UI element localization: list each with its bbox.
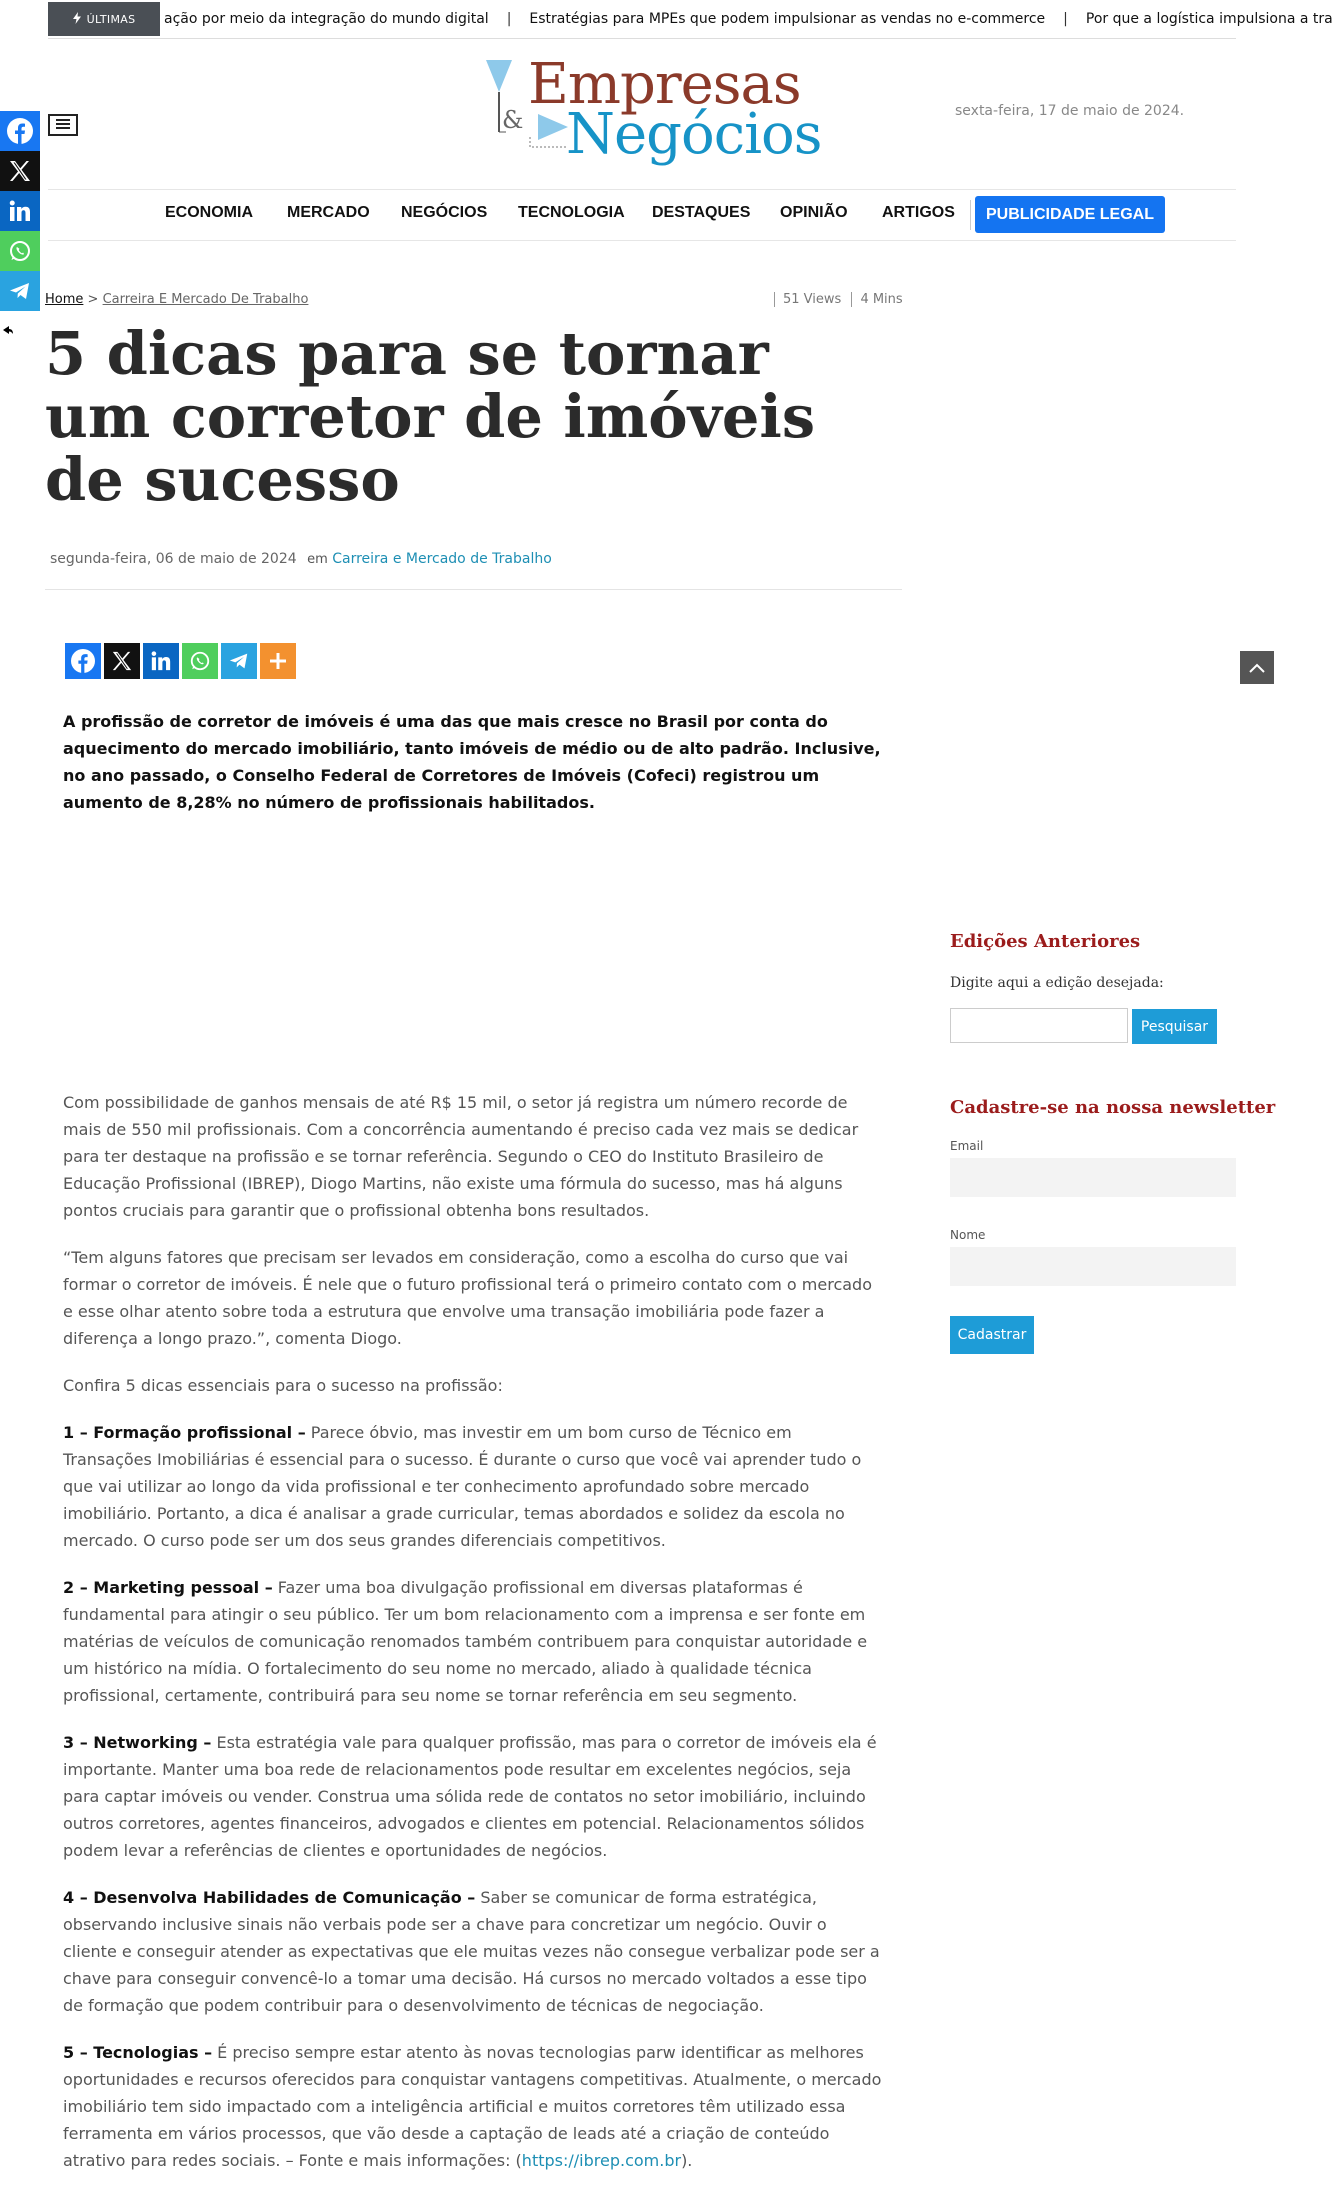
menu-toggle-button[interactable]: [48, 114, 78, 136]
logo-text-top: Empresas: [528, 52, 801, 117]
tip-text: É preciso sempre estar atento às novas tecnologias parw identificar as melhores oportunidades e recursos oferecidos para conquistar vantagens competitivas. Atualmente, o mercado imobiliário tem sido impactado com a inteligência artificial e muitos corretores têm utilizado essa ferramenta em vários processos, que vão desde a captação de leads até a criação de conteúdo atrativo para redes sociais. – Fonte e mais informações: (: [63, 2043, 882, 2170]
menu-icon: [56, 118, 70, 132]
paragraph: Confira 5 dicas essenciais para o sucesso na profissão:: [63, 1376, 503, 1395]
share-whatsapp-button[interactable]: [182, 643, 218, 679]
float-share-linkedin[interactable]: [0, 191, 40, 231]
share-linkedin-button[interactable]: [143, 643, 179, 679]
share-more-button[interactable]: [260, 643, 296, 679]
plus-icon: [269, 652, 287, 670]
site-logo[interactable]: [486, 52, 822, 177]
facebook-icon: [7, 118, 33, 144]
tip-heading: 2 – Marketing pessoal –: [63, 1578, 273, 1597]
paragraph: “Tem alguns fatores que precisam ser levados em consideração, como a escolha do curso que vai formar o corretor de imóveis. É nele que o futuro profissional terá o primeiro contato com o mercado e esse olhar atento sobre toda a estrutura que envolve uma transação imobiliária pode fazer a diferença a longo prazo.”, comenta Diogo.: [63, 1248, 872, 1348]
float-share-telegram[interactable]: [0, 271, 40, 311]
nav-item-economia[interactable]: ECONOMIA: [165, 204, 253, 221]
telegram-icon: [8, 279, 32, 303]
tip-paragraph: [63, 1884, 885, 2019]
nav-divider: [970, 200, 971, 230]
ticker-item[interactable]: ação por meio da integração do mundo digital: [164, 11, 489, 27]
tip-paragraph: [63, 1729, 885, 1864]
ticker-separator: |: [1063, 11, 1068, 27]
float-share-whatsapp[interactable]: [0, 231, 40, 271]
views-count: 51 Views: [774, 292, 841, 307]
whatsapp-icon: [8, 239, 32, 263]
tip-heading: 5 – Tecnologias –: [63, 2043, 213, 2062]
news-ticker: [48, 0, 1333, 39]
article-lead: A profissão de corretor de imóveis é uma das que mais cresce no Brasil por conta do aquecimento do mercado imobiliário, tanto imóveis de médio ou de alto padrão. Inclusive, no ano passado, o Conselho Federal de Corretores de Imóveis (Cofeci) registrou um aumento de 8,28% no número de profissionais habilitados.: [63, 712, 881, 812]
nav-item-negocios[interactable]: NEGÓCIOS: [401, 204, 488, 221]
ticker-item[interactable]: Por que a logística impulsiona a tra: [1085, 11, 1333, 27]
tip-paragraph: [63, 1419, 885, 1554]
facebook-icon: [71, 649, 95, 673]
tip-tail: ).: [681, 2151, 693, 2170]
back-to-top-button[interactable]: [1240, 651, 1274, 684]
post-date-line: [50, 551, 552, 567]
tip-paragraph: [63, 1574, 885, 1709]
email-field[interactable]: [950, 1158, 1236, 1197]
title-divider: [45, 589, 902, 590]
tip-text: Esta estratégia vale para qualquer profissão, mas para o corretor de imóveis ela é importante. Manter uma boa rede de relacionamentos pode resultar em excelentes negócios, seja para captar imóveis ou vender. Construa uma sólida rede de contatos no setor imobiliário, incluindo outros corretores, agentes financeiros, advogados e clientes em potencial. Relacionamentos sólidos podem levar a referências de clientes e oportunidades de negócios.: [63, 1733, 877, 1860]
post-category-link[interactable]: Carreira e Mercado de Trabalho: [332, 551, 552, 567]
nav-item-destaques[interactable]: DESTAQUES: [652, 204, 751, 221]
linkedin-icon: [8, 199, 32, 223]
x-icon: [8, 159, 32, 183]
share-x-button[interactable]: [104, 643, 140, 679]
nav-item-artigos[interactable]: ARTIGOS: [882, 204, 955, 221]
edition-search-button[interactable]: Pesquisar: [1132, 1009, 1217, 1044]
hide-share-icon[interactable]: [3, 324, 13, 338]
share-row: [65, 643, 296, 679]
chevron-up-icon: [1249, 663, 1265, 673]
telegram-icon: [228, 650, 250, 672]
ticker-items: [164, 2, 1333, 36]
email-label: Email: [950, 1139, 984, 1153]
post-meta: [768, 292, 903, 307]
publicidade-legal-button[interactable]: PUBLICIDADE LEGAL: [975, 196, 1165, 233]
header-date: sexta-feira, 17 de maio de 2024.: [955, 103, 1185, 119]
name-label: Nome: [950, 1228, 986, 1242]
x-icon: [111, 650, 133, 672]
breadcrumb-current[interactable]: Carreira E Mercado De Trabalho: [102, 292, 309, 307]
logo-ampersand: &: [502, 106, 524, 134]
main-nav: [48, 189, 1236, 241]
bolt-icon: [73, 12, 81, 27]
breadcrumb-home[interactable]: Home: [45, 292, 84, 307]
whatsapp-icon: [189, 650, 211, 672]
newsletter-signup-button[interactable]: Cadastrar: [950, 1316, 1034, 1354]
tip-text: Fazer uma boa divulgação profissional em diversas plataformas é fundamental para atingir o seu público. Ter um bom relacionamento com a imprensa e ser fonte em matérias de veículos de comunicação renomados também contribuem para conquistar autoridade e um histórico na mídia. O fortalecimento do seu nome no mercado, aliado à qualidade técnica profissional, certamente, contribuirá para seu nome se tornar referência em seu segmento.: [63, 1578, 868, 1705]
ticker-label: [48, 2, 160, 36]
post-date: segunda-feira, 06 de maio de 2024: [50, 551, 297, 567]
article-title: 5 dicas para se tornar um corretor de imóveis de sucesso: [45, 319, 816, 514]
ticker-separator: |: [506, 11, 512, 27]
edition-search-input[interactable]: [950, 1008, 1128, 1043]
post-date-em: em: [307, 552, 328, 567]
floating-share-bar: [0, 111, 40, 311]
tip-text: Parece óbvio, mas investir em um bom curso de Técnico em Transações Imobiliárias é essencial para o sucesso. É durante o curso que você vai aprender tudo o que vai utilizar ao longo da vida profissional e ter conhecimento aprofundado sobre mercado imobiliário. Portanto, a dica é analisar a grade curricular, temas abordados e solidez da escola no mercado. O curso pode ser um dos seus grandes diferenciais competitivos.: [63, 1423, 862, 1550]
tip-paragraph: [63, 2039, 885, 2174]
share-facebook-button[interactable]: [65, 643, 101, 679]
logo-text-bottom: Negócios: [566, 102, 822, 167]
breadcrumb-separator: >: [87, 292, 99, 307]
tip-text: Saber se comunicar de forma estratégica, observando inclusive sinais não verbais pode ser a chave para concretizar um negócio. Ouvir o cliente e conseguir atender as expectativas que ele muitas vezes não consegue verbalizar pode ser a chave para conseguir convencê-lo a tomar uma decisão. Há cursos no mercado voltados a esse tipo de formação que podem contribuir para o desenvolvimento de técnicas de negociação.: [63, 1888, 880, 2015]
read-time: 4 Mins: [851, 292, 902, 307]
paragraph: Com possibilidade de ganhos mensais de até R$ 15 mil, o setor já registra um número recorde de mais de 550 mil profissionais. Com a concorrência aumentando é preciso cada vez mais se dedicar para ter destaque na profissão e se tornar referência. Segundo o CEO do Instituto Brasileiro de Educação Profissional (IBREP), Diogo Martins, não existe uma fórmula do sucesso, mas há alguns pontos cruciais para garantir que o profissional obtenha bons resultados.: [63, 1093, 859, 1220]
tip-heading: 3 – Networking –: [63, 1733, 212, 1752]
previous-editions-label: Digite aqui a edição desejada:: [950, 975, 1164, 991]
newsletter-title: Cadastre-se na nossa newsletter: [950, 1097, 1276, 1118]
ticker-item[interactable]: Estratégias para MPEs que podem impulsionar as vendas no e-commerce: [529, 11, 1046, 27]
nav-item-mercado[interactable]: MERCADO: [287, 204, 370, 221]
tip-heading: 1 – Formação profissional –: [63, 1423, 306, 1442]
article-body: [63, 1089, 885, 2194]
share-telegram-button[interactable]: [221, 643, 257, 679]
float-share-facebook[interactable]: [0, 111, 40, 151]
linkedin-icon: [150, 650, 172, 672]
nav-item-opiniao[interactable]: OPINIÃO: [780, 204, 848, 221]
previous-editions-title: Edições Anteriores: [950, 931, 1141, 952]
breadcrumb: [45, 292, 308, 307]
source-link[interactable]: https://ibrep.com.br: [521, 2151, 682, 2170]
ticker-label-text: ÚLTIMAS: [86, 12, 136, 26]
nav-item-tecnologia[interactable]: TECNOLOGIA: [518, 204, 625, 221]
tip-heading: 4 – Desenvolva Habilidades de Comunicação –: [63, 1888, 476, 1907]
name-field[interactable]: [950, 1247, 1236, 1286]
float-share-x[interactable]: [0, 151, 40, 191]
